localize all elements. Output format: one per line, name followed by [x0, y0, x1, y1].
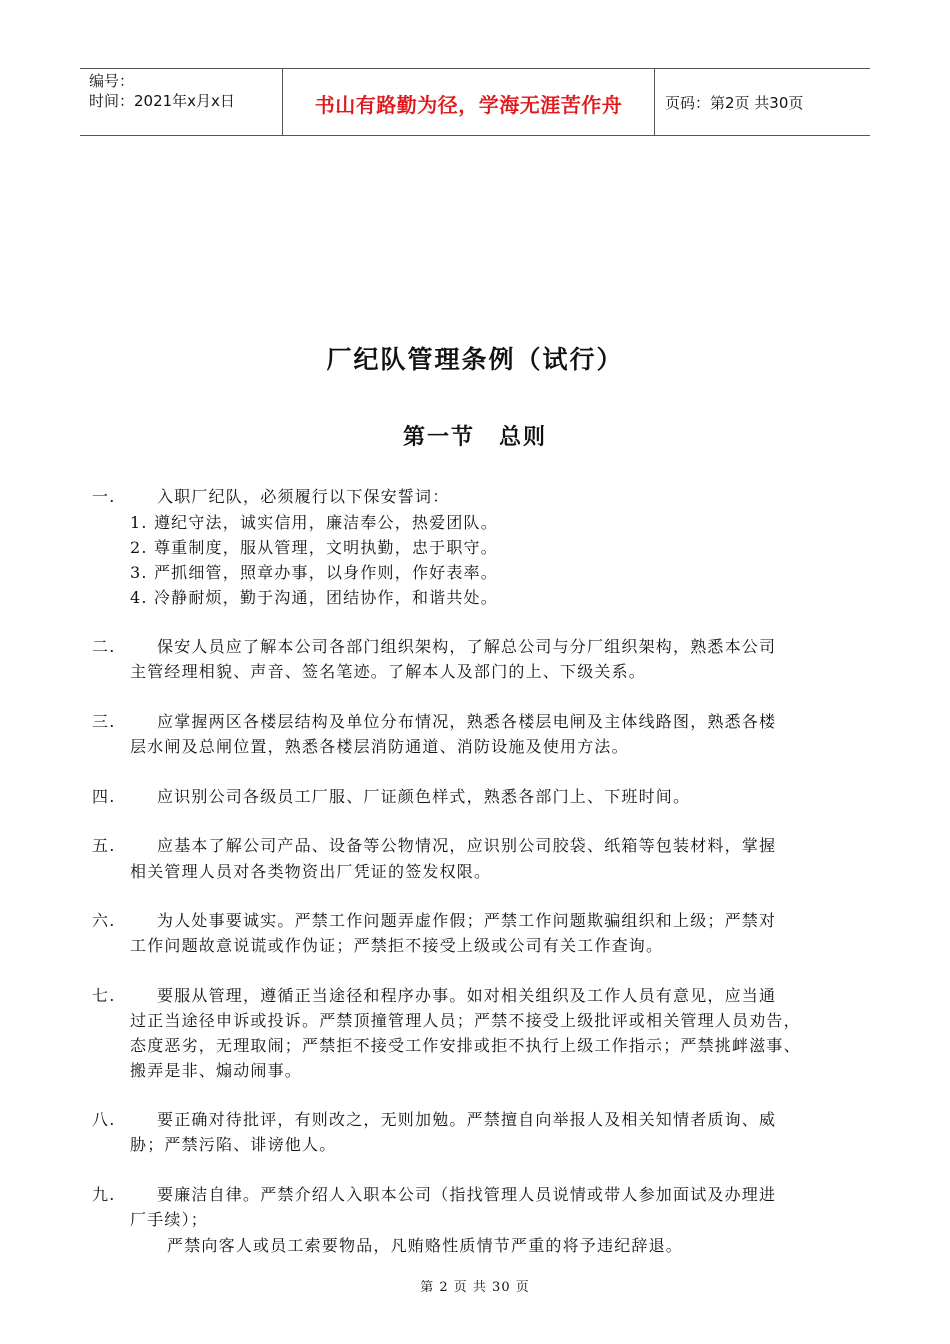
clause-number: 七.	[92, 986, 116, 1005]
header-page-label: 页码：第2页 共30页	[665, 93, 804, 112]
clause-number: 四.	[92, 787, 116, 806]
number-label: 编号：	[89, 72, 135, 90]
clause-number: 八.	[92, 1110, 116, 1129]
section-heading	[0, 420, 950, 451]
section-name: 总则	[499, 425, 548, 450]
header-motto-cell	[283, 69, 655, 135]
clause-text: 为人处事要诚实。严禁工作问题弄虚作假；严禁工作问题欺骗组织和上级；严禁对	[157, 911, 777, 930]
header-meta	[80, 69, 283, 135]
oath-item: 2. 尊重制度，服从管理，文明执勤，忠于职守。	[130, 538, 498, 557]
clause-text: 要廉洁自律。严禁介绍人入职本公司（指找管理人员说情或带人参加面试及办理进	[157, 1185, 777, 1204]
clause-continuation: 主管经理相貌、声音、签名笔迹。了解本人及部门的上、下级关系。	[130, 662, 647, 681]
date-label: 时间：2021年x月x日	[89, 92, 235, 110]
clause-continuation: 相关管理人员对各类物资出厂凭证的签发权限。	[130, 862, 492, 881]
clause-number: 五.	[92, 836, 116, 855]
clause-number: 三.	[92, 712, 116, 731]
clause-number: 二.	[92, 637, 116, 656]
section-number: 第一节	[402, 425, 475, 450]
oath-item: 4. 冷静耐烦，勤于沟通，团结协作，和谐共处。	[130, 588, 498, 607]
clause-continuation: 层水闸及总闸位置，熟悉各楼层消防通道、消防设施及使用方法。	[130, 737, 629, 756]
clause-number: 九.	[92, 1185, 116, 1204]
clause-continuation: 过正当途径申诉或投诉。严禁顶撞管理人员；严禁不接受上级批评或相关管理人员劝告，	[130, 1011, 801, 1030]
oath-item: 3. 严抓细管，照章办事，以身作则，作好表率。	[130, 563, 498, 582]
clause-text: 应基本了解公司产品、设备等公物情况，应识别公司胶袋、纸箱等包装材料，掌握	[157, 836, 777, 855]
clause-number: 六.	[92, 911, 116, 930]
clause-number: 一.	[92, 487, 116, 506]
clause-continuation: 胁；严禁污陷、诽谤他人。	[130, 1135, 337, 1154]
clause-text: 要正确对待批评，有则改之，无则加勉。严禁擅自向举报人及相关知情者质询、威	[157, 1110, 777, 1129]
motto-text: 书山有路勤为径，学海无涯苦作舟	[314, 92, 623, 117]
clause-continuation: 搬弄是非、煽动闹事。	[130, 1061, 303, 1080]
page-footer: 第 2 页 共 30 页	[420, 1280, 530, 1295]
clause-continuation: 厂手续）；	[130, 1210, 209, 1229]
oath-item: 1. 遵纪守法，诚实信用，廉洁奉公，热爱团队。	[130, 513, 498, 532]
clause-text: 应识别公司各级员工厂服、厂证颜色样式，熟悉各部门上、下班时间。	[157, 787, 691, 806]
clause-continuation: 态度恶劣，无理取闹；严禁拒不接受工作安排或拒不执行上级工作指示；严禁挑衅滋事、	[130, 1036, 801, 1055]
header-page-cell	[655, 69, 870, 135]
clause-text: 要服从管理，遵循正当途径和程序办事。如对相关组织及工作人员有意见，应当通	[157, 986, 777, 1005]
document-header	[80, 68, 870, 136]
clause-text: 保安人员应了解本公司各部门组织架构，了解总公司与分厂组织架构，熟悉本公司	[157, 637, 777, 656]
clause-continuation: 工作问题故意说谎或作伪证；严禁拒不接受上级或公司有关工作查询。	[130, 936, 664, 955]
document-title: 厂纪队管理条例（试行）	[326, 345, 624, 374]
clause-text: 应掌握两区各楼层结构及单位分布情况，熟悉各楼层电闸及主体线路图，熟悉各楼	[157, 712, 777, 731]
clause-continuation: 严禁向客人或员工索要物品，凡贿赂性质情节严重的将予违纪辞退。	[167, 1236, 684, 1255]
clause-text: 入职厂纪队，必须履行以下保安誓词：	[157, 487, 450, 506]
